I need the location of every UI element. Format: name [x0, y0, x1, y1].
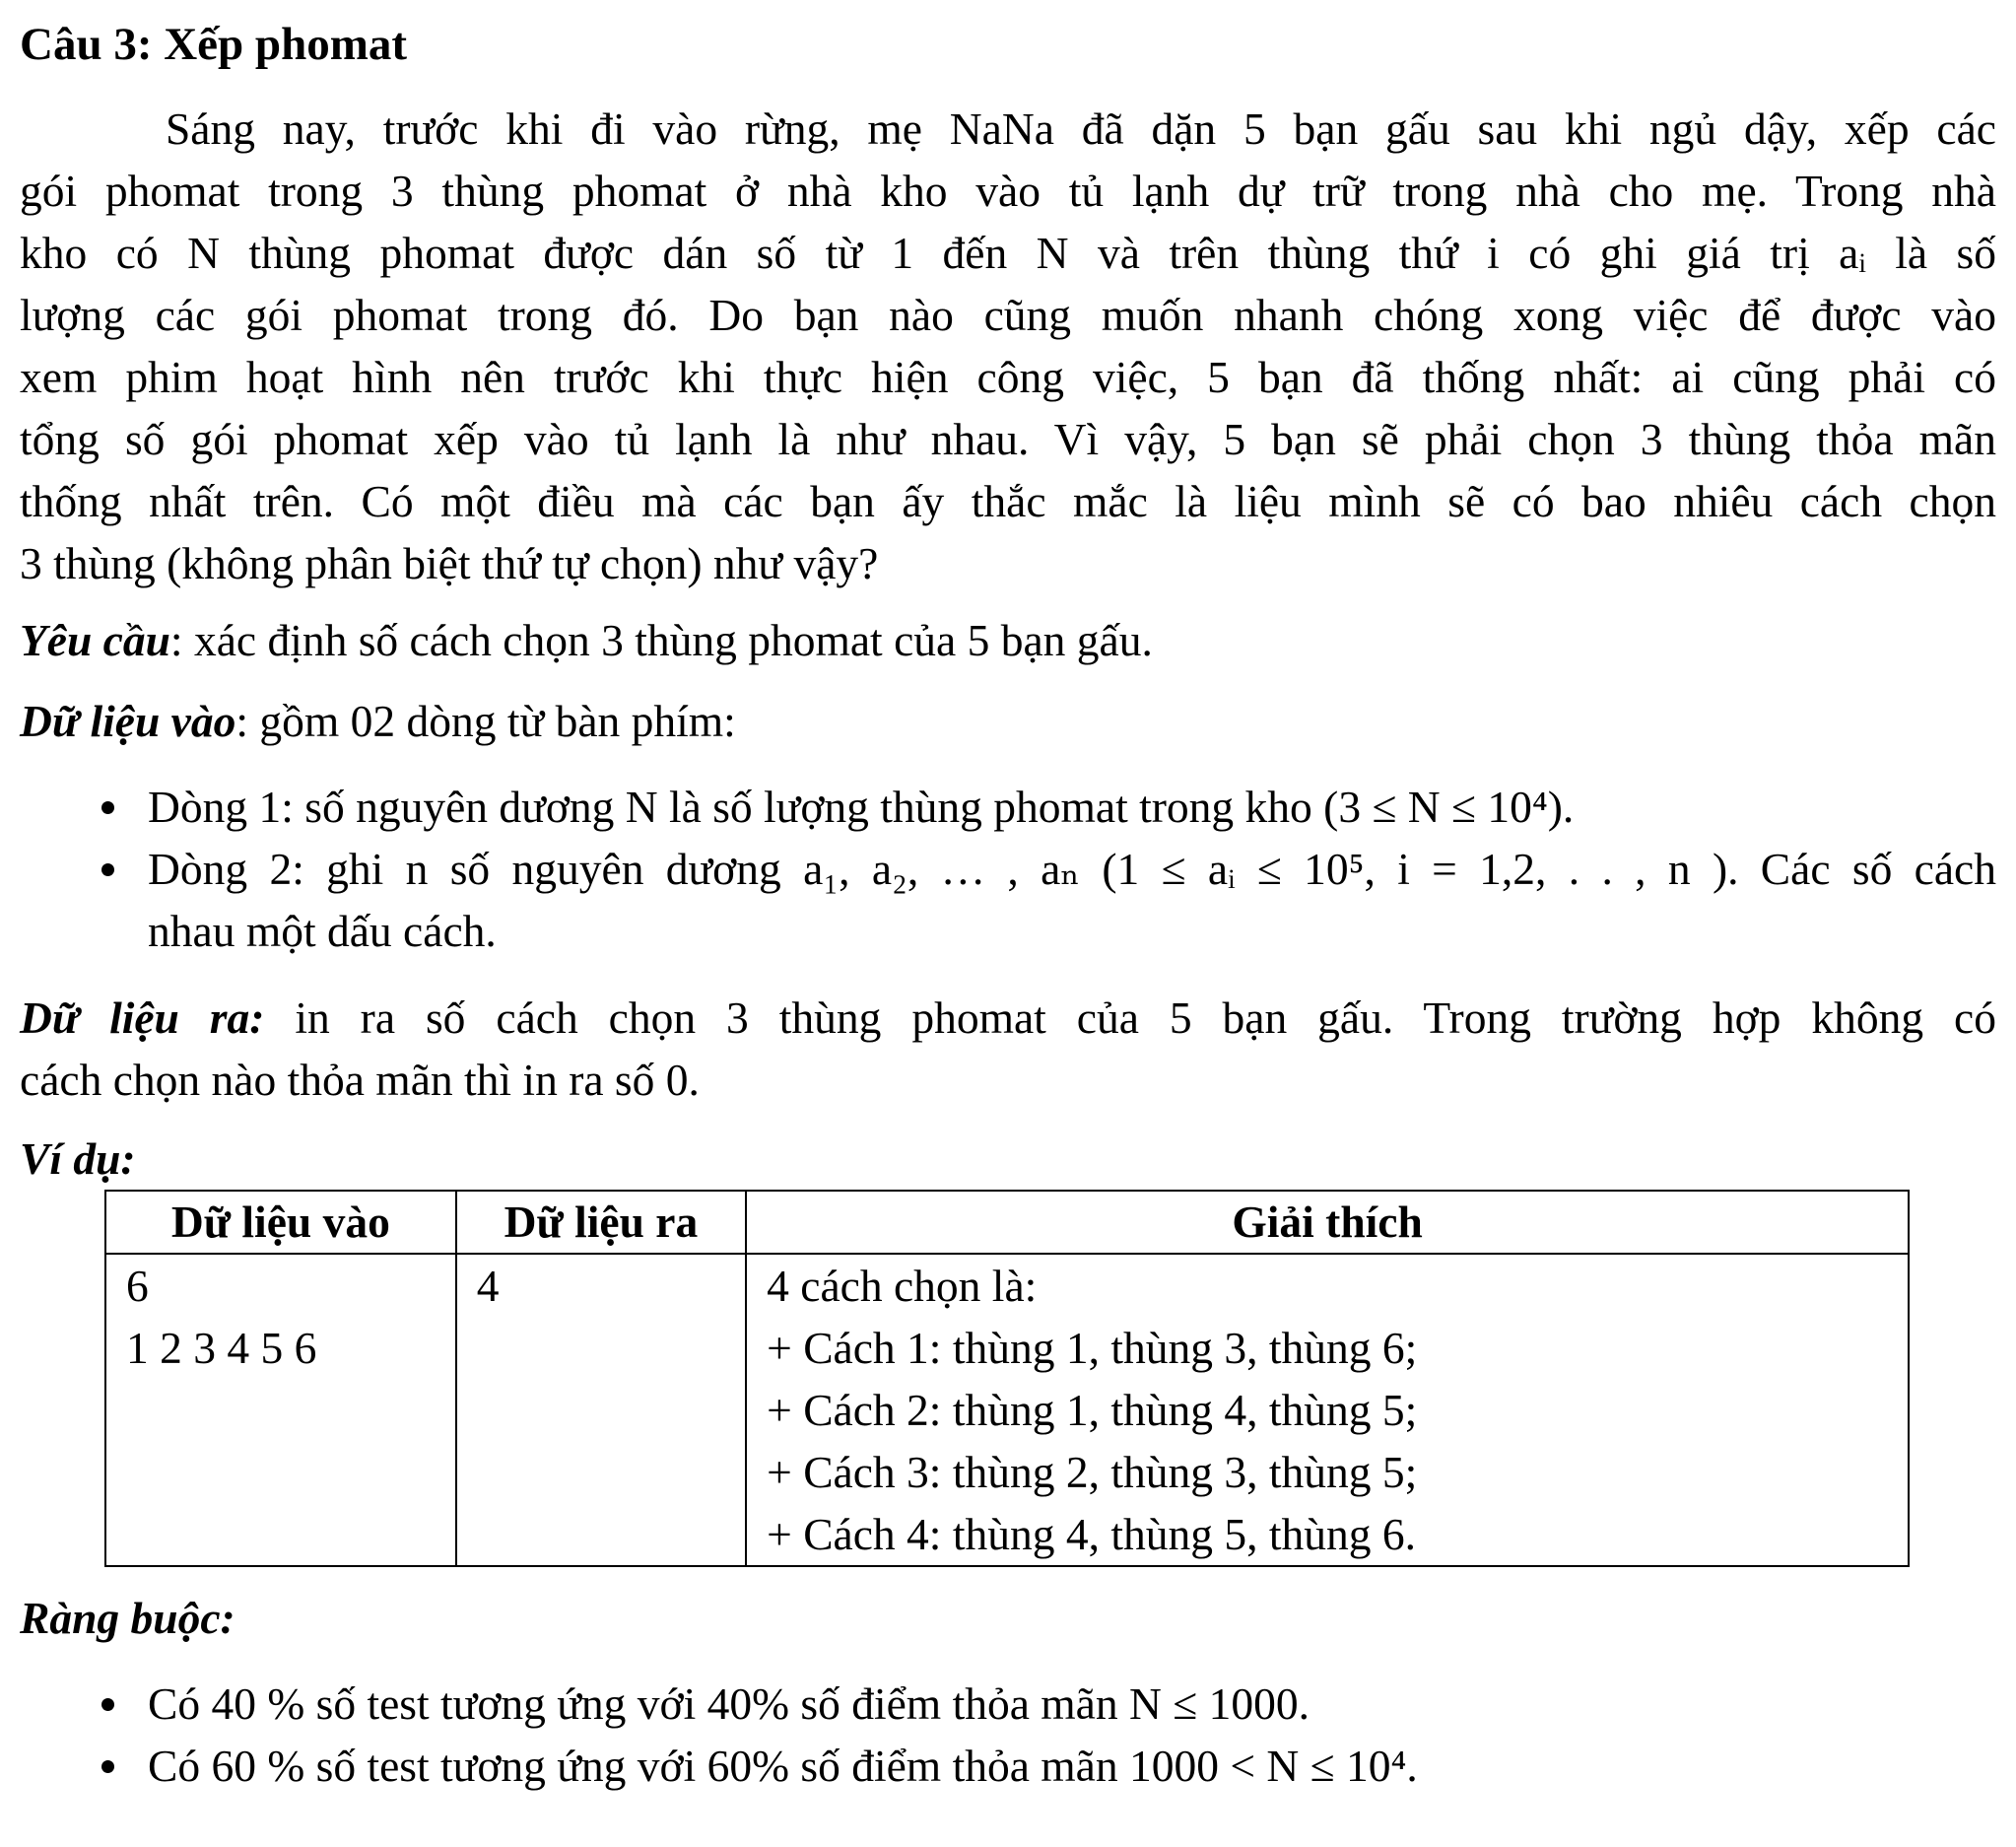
output-line: 4	[476, 1261, 500, 1311]
constraints-label: Ràng buộc:	[20, 1593, 235, 1643]
constraint-text: Có 60 % số test tương ứng với 60% số điểm thỏa mãn 1000 < N ≤ 10⁴.	[148, 1741, 1418, 1791]
constraints-bullets	[0, 1673, 1996, 1797]
input-line: 6	[126, 1261, 149, 1311]
input-line: 1 2 3 4 5 6	[126, 1323, 317, 1373]
intro-line: tổng số gói phomat xếp vào tủ lạnh là như nhau. Vì vậy, 5 bạn sẽ phải chọn 3 thùng thỏa mãn	[20, 414, 1996, 464]
constraint-text: Có 40 % số test tương ứng với 40% số điểm thỏa mãn N ≤ 1000.	[148, 1678, 1310, 1729]
table-row	[105, 1254, 1909, 1566]
cell-input	[105, 1254, 456, 1566]
example-label: Ví dụ:	[20, 1133, 136, 1184]
constraints-section	[20, 1587, 1996, 1649]
input-bullets	[0, 776, 1996, 962]
requirement-label: Yêu cầu	[20, 615, 170, 665]
input-bullet-1	[0, 776, 1996, 838]
table-header-row	[105, 1191, 1909, 1254]
input-text: : gồm 02 dòng từ bàn phím:	[235, 696, 736, 746]
explain-line: + Cách 4: thùng 4, thùng 5, thùng 6.	[767, 1509, 1416, 1559]
intro-line: xem phim hoạt hình nên trước khi thực hiện công việc, 5 bạn đã thống nhất: ai cũng phải có	[20, 352, 1996, 402]
header-explanation: Giải thích	[746, 1191, 1909, 1254]
header-output: Dữ liệu ra	[456, 1191, 746, 1254]
output-text-cont: cách chọn nào thỏa mãn thì in ra số 0.	[20, 1055, 700, 1105]
input-bullet-2	[0, 838, 1996, 962]
intro-line: Sáng nay, trước khi đi vào rừng, mẹ NaNa đã dặn 5 bạn gấu sau khi ngủ dậy, xếp các	[166, 103, 1996, 154]
example-section	[20, 1128, 1996, 1190]
header-input: Dữ liệu vào	[105, 1191, 456, 1254]
input-bullet-text-cont: nhau một dấu cách.	[148, 906, 497, 956]
output-text: in ra số cách chọn 3 thùng phomat của 5 bạn gấu. Trong trường hợp không có	[264, 992, 1996, 1043]
requirement-text: : xác định số cách chọn 3 thùng phomat của 5 bạn gấu.	[169, 615, 1153, 665]
problem-title: Câu 3: Xếp phomat	[20, 19, 408, 70]
constraint-bullet-1	[0, 1673, 1996, 1735]
input-label: Dữ liệu vào	[20, 696, 236, 746]
input-section	[20, 690, 1996, 752]
intro-line: kho có N thùng phomat được dán số từ 1 đến N và trên thùng thứ i có ghi giá trị aᵢ là số	[20, 228, 1996, 278]
intro-line: lượng các gói phomat trong đó. Do bạn nào cũng muốn nhanh chóng xong việc để được vào	[20, 290, 1996, 340]
input-bullet-text: Dòng 2: ghi n số nguyên dương a₁, a₂, … , aₙ (1 ≤ aᵢ ≤ 10⁵, i = 1,2, . . , n ). Các số cách	[148, 844, 1996, 894]
output-section	[20, 987, 1996, 1111]
explain-line: + Cách 1: thùng 1, thùng 3, thùng 6;	[767, 1323, 1418, 1373]
intro-paragraph	[20, 98, 1996, 594]
intro-line: thống nhất trên. Có một điều mà các bạn ấy thắc mắc là liệu mình sẽ có bao nhiêu cách chọn	[20, 476, 1996, 526]
requirement-section	[20, 609, 1996, 671]
example-table	[104, 1190, 1910, 1567]
explain-line: 4 cách chọn là:	[767, 1261, 1038, 1311]
cell-output	[456, 1254, 746, 1566]
cell-explanation	[746, 1254, 1909, 1566]
output-label: Dữ liệu ra:	[20, 992, 265, 1043]
intro-line: 3 thùng (không phân biệt thứ tự chọn) như vậy?	[20, 538, 879, 588]
explain-line: + Cách 2: thùng 1, thùng 4, thùng 5;	[767, 1385, 1418, 1435]
input-bullet-text: Dòng 1: số nguyên dương N là số lượng thùng phomat trong kho (3 ≤ N ≤ 10⁴).	[148, 782, 1575, 832]
intro-line: gói phomat trong 3 thùng phomat ở nhà kho vào tủ lạnh dự trữ trong nhà cho mẹ. Trong nhà	[20, 166, 1996, 216]
explain-line: + Cách 3: thùng 2, thùng 3, thùng 5;	[767, 1447, 1418, 1497]
constraint-bullet-2	[0, 1735, 1996, 1797]
